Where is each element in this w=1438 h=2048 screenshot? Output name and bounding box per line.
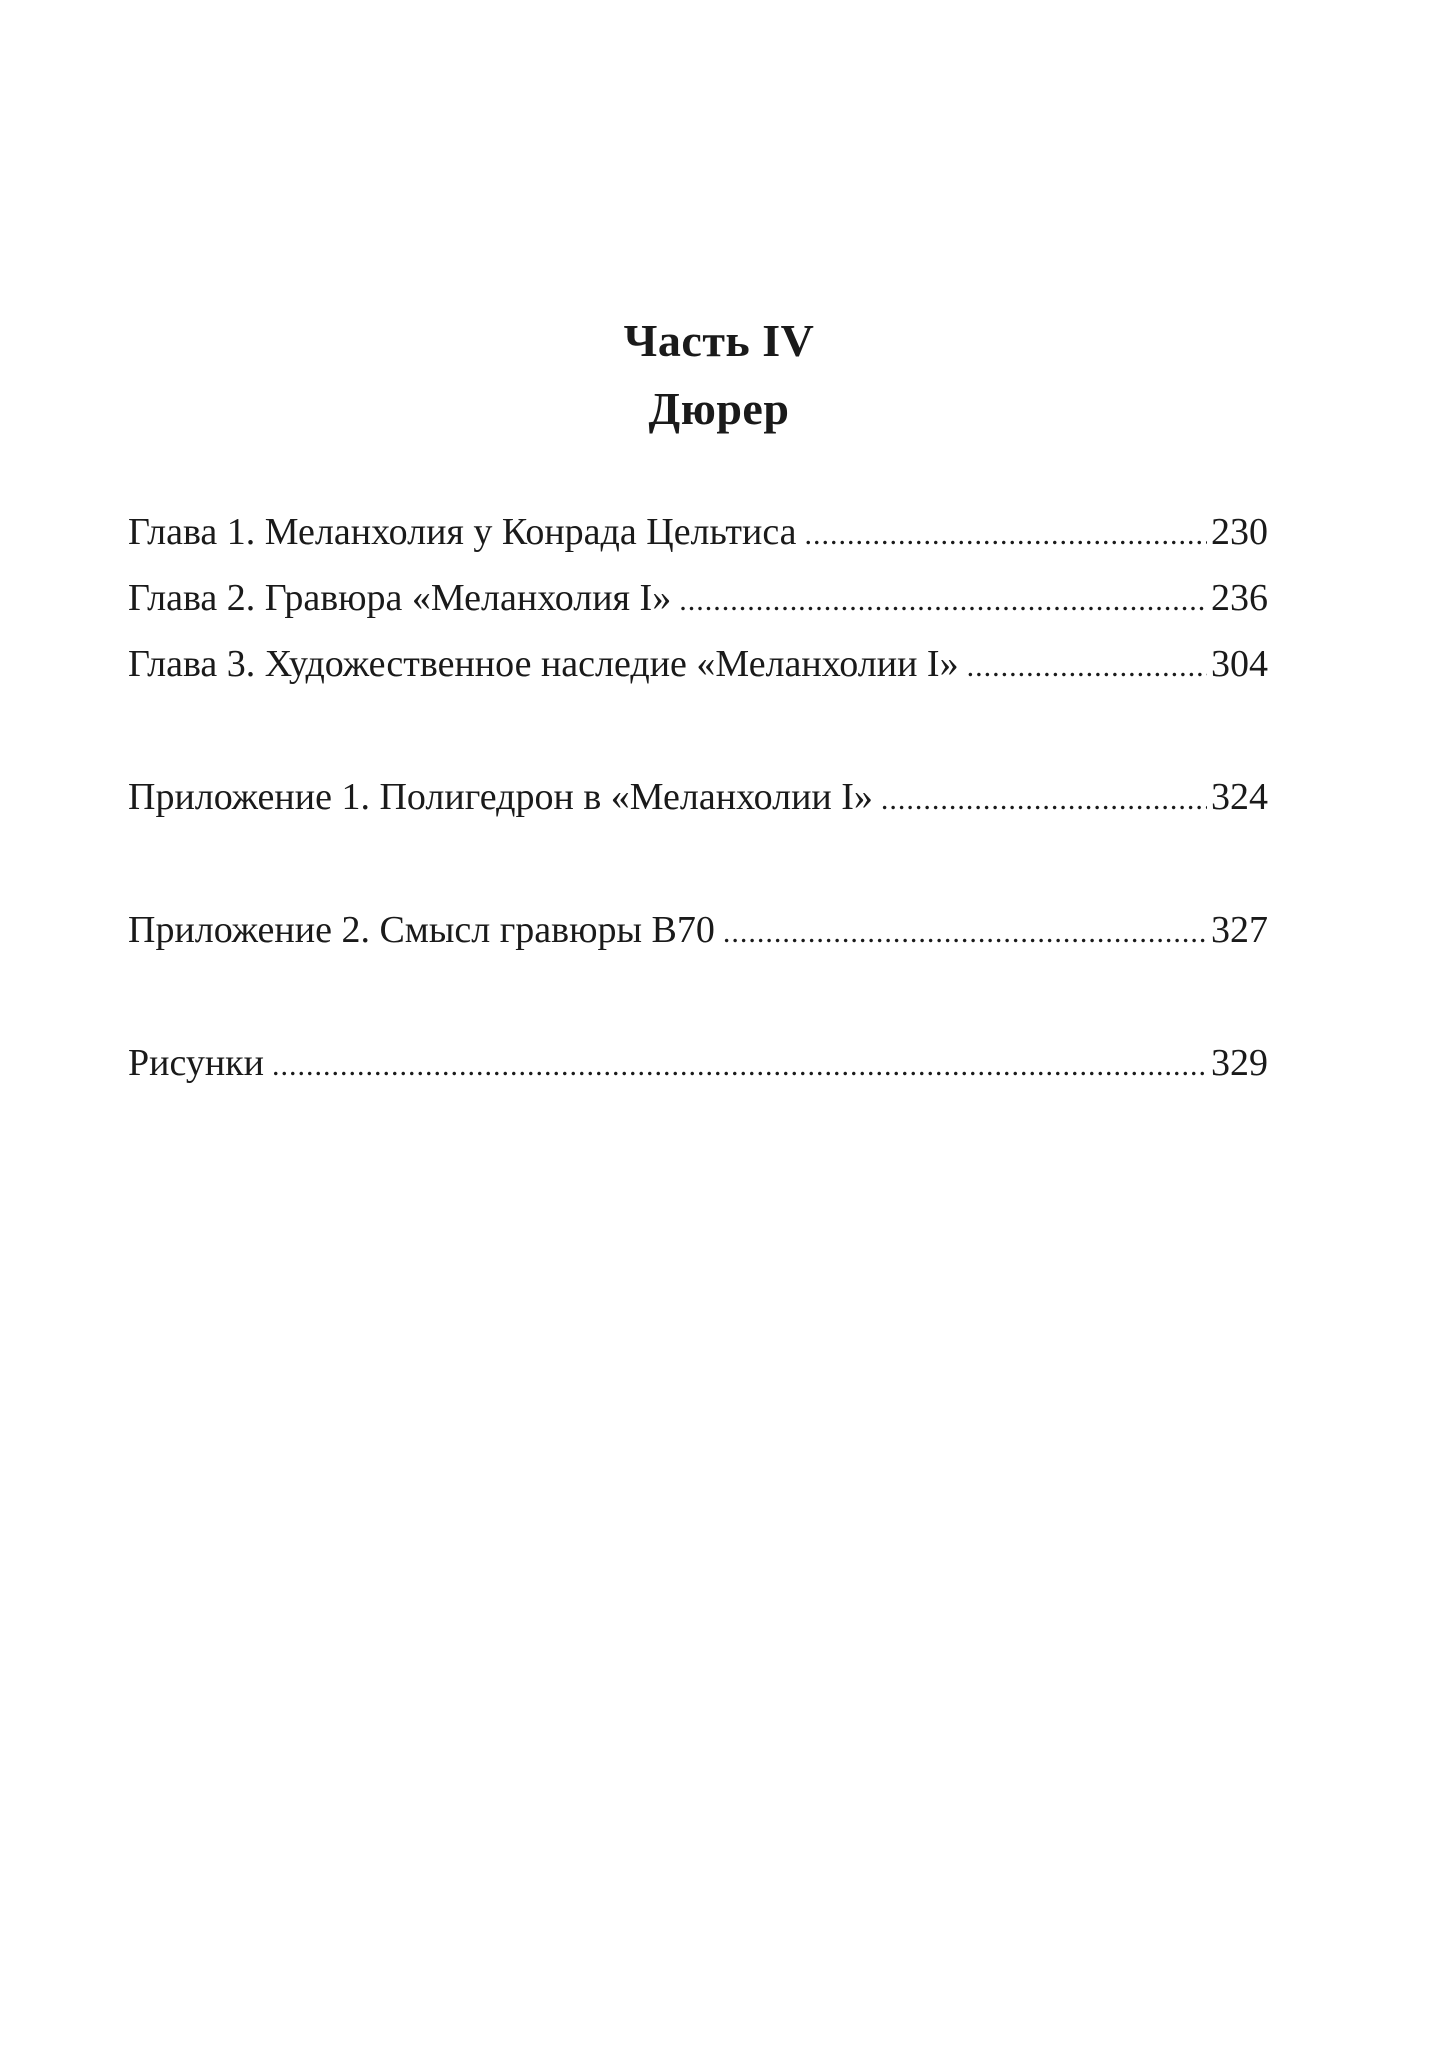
toc-entry-chapter-2 [128, 573, 1268, 623]
toc-entry-appendix-2 [128, 905, 1268, 955]
toc-entry-title: Глава 2. Гравюра «Меланхолия I» [128, 577, 672, 619]
toc-entry-page: 327 [1211, 909, 1268, 951]
dot-leader [679, 576, 1207, 626]
toc-entry-page: 324 [1211, 776, 1268, 818]
dot-leader [805, 510, 1207, 560]
toc-entry-page: 236 [1211, 577, 1268, 619]
toc-entry-title: Глава 3. Художественное наследие «Меланхолии I» [128, 643, 959, 685]
toc-entry-chapter-1 [128, 507, 1268, 557]
dot-leader [967, 642, 1207, 692]
toc-entry-figures [128, 1038, 1268, 1088]
dot-leader [272, 1041, 1207, 1091]
toc-entry-title: Глава 1. Меланхолия у Конрада Цельтиса [128, 511, 797, 553]
toc-entry-title: Рисунки [128, 1042, 264, 1084]
toc-entry-title: Приложение 2. Смысл гравюры B70 [128, 909, 715, 951]
dot-leader [723, 908, 1207, 958]
dot-leader [881, 775, 1207, 825]
part-title: Дюрер [648, 383, 790, 434]
toc-entry-page: 304 [1211, 643, 1268, 685]
part-number: Часть IV [623, 315, 815, 366]
toc-entry-chapter-3 [128, 639, 1268, 689]
toc-entry-page: 329 [1211, 1042, 1268, 1084]
toc-entry-title: Приложение 1. Полигедрон в «Меланхолии I» [128, 776, 873, 818]
toc-entry-appendix-1 [128, 772, 1268, 822]
toc-entry-page: 230 [1211, 511, 1268, 553]
